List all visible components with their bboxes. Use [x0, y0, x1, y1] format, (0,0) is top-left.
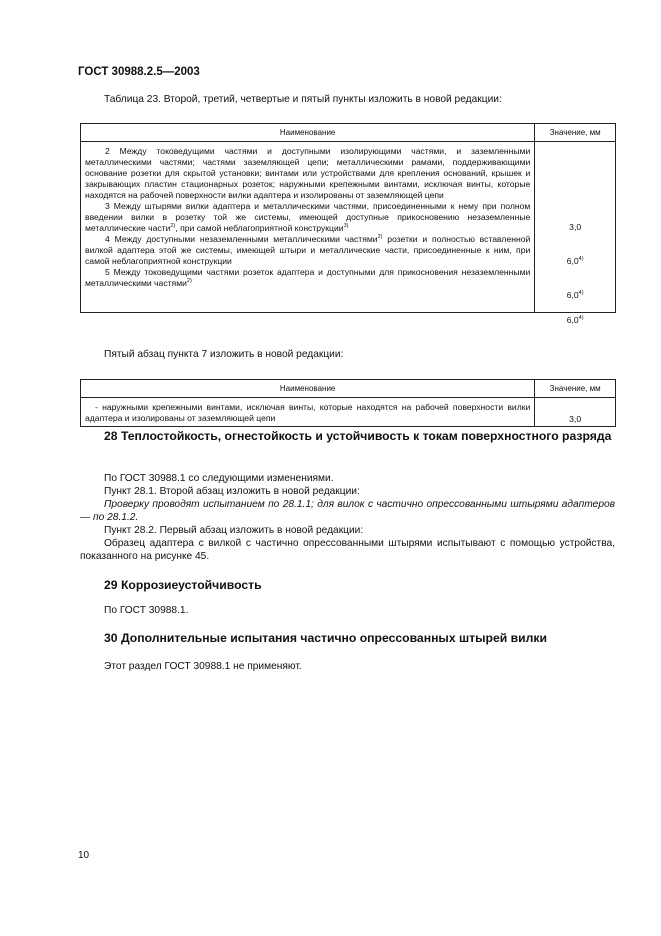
table-23: [80, 123, 616, 325]
value-item-4: 6,0$^{4)}$: [566, 290, 584, 300]
section-28-line: По ГОСТ 30988.1 со следующими изменениями.: [104, 473, 334, 484]
section-28-line: Образец адаптера с вилкой с частично опрессованными штырями испытывают с помощью устройства, показанного на рисунке 45.: [80, 538, 615, 562]
section-28-line: Пункт 28.1. Второй абзац изложить в новой редакции:: [104, 486, 360, 497]
table-item7: [80, 379, 616, 427]
table23-intro: Таблица 23. Второй, третий, четвертые и пятый пункты изложить в новой редакции:: [104, 94, 502, 105]
page-number: 10: [78, 850, 90, 861]
value-item-2: 3,0: [569, 222, 582, 232]
section-28-body: [80, 472, 615, 563]
column-header-name: Наименование: [81, 380, 535, 398]
section-28-line: Пункт 28.2. Первый абзац изложить в новой редакции:: [104, 525, 364, 536]
section-28-line: Проверку проводят испытанием по 28.1.1; для вилок с частично опрессованными штырями адаптеров — по 28.1.2.: [80, 499, 615, 523]
table-row-text: - наружными крепежными винтами, исключая винты, которые находятся на рабочей поверхности вилки адаптера и изолированы от заземляющей цепи: [81, 398, 535, 427]
table-item-4: 4 Между доступными незаземленными металлическими частями$^{2)}$ розетки и полностью вставленной вилкой адаптера этой же системы, имеющей штыри и металлические части, присоединенные к ним, при самой неблагоприятной конструкции: [85, 234, 531, 266]
section-29-body: По ГОСТ 30988.1.: [104, 605, 189, 616]
table-item-2: 2 Между токоведущими частями и доступными изолирующими частями, и заземленными металлическими частями; частями заземляющей цепи; металлическими рамами, поддерживающими основание розетки для скрытой установки; винтами или устройствами для крепления оснований, крышек и закрывающих пластин стационарных розеток; наружными крепежными винтами, исключая винты, которые находятся на рабочей поверхности вилки адаптера и изолированы от заземляющей цепи: [85, 146, 531, 200]
item7-intro: Пятый абзац пункта 7 изложить в новой редакции:: [104, 349, 344, 360]
table-item-5: 5 Между токоведущими частями розеток адаптера и доступными для прикосновения незаземленными металлическими частями$^{2)}$: [85, 267, 531, 288]
document-header: ГОСТ 30988.2.5—2003: [78, 66, 200, 78]
section-29-title: 29 Коррозиеустойчивость: [104, 578, 262, 592]
section-28-title: 28 Теплостойкость, огнестойкость и устойчивость к токам поверхностного разряда: [104, 429, 612, 443]
column-header-value: Значение, мм: [535, 124, 616, 142]
column-header-value: Значение, мм: [535, 380, 616, 398]
section-30-body: Этот раздел ГОСТ 30988.1 не применяют.: [104, 661, 302, 672]
table-row-text: [81, 142, 535, 313]
column-header-name: Наименование: [81, 124, 535, 142]
section-30-title: 30 Дополнительные испытания частично опрессованных штырей вилки: [104, 631, 547, 645]
value-item-5: 6,0$^{4)}$: [566, 315, 584, 325]
table-values-cell: [535, 142, 616, 325]
value-item-3: 6,0$^{4)}$: [566, 256, 584, 266]
table-row-value: 3,0: [535, 398, 616, 427]
table-item-3: 3 Между штырями вилки адаптера и металлическими частями, присоединенными к нему при полном введении вилки в розетку той же системы, имеющей доступные прикосновению незаземленные металлические части$^{2)}$, при самой неблагоприятной конструкции$^{3)}$: [85, 201, 531, 233]
